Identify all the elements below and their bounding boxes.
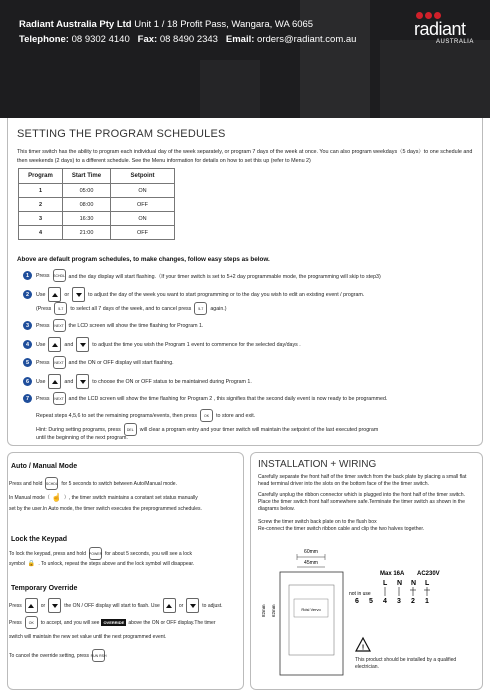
next-key-icon: NEXT: [53, 392, 66, 405]
manual-text: for 5 seconds to switch between Auto/Manual mode.: [61, 480, 177, 487]
banner-decoration: [380, 40, 490, 118]
cell: 2: [19, 198, 63, 212]
down-arrow-key-icon: [76, 337, 89, 352]
step-number: 7: [23, 394, 32, 403]
next-key-icon: NEXT: [53, 356, 66, 369]
install-para-1: Carefully separate the front half of the timer switch from the back plate by placing a small flat head terminal driver into the slots on the bottom face of the the timer switch.: [258, 474, 467, 487]
terminal-label: N: [397, 580, 403, 587]
col-start-time: Start Time: [63, 169, 111, 184]
step-text: Press: [36, 359, 50, 366]
manual-text: Press and hold: [9, 480, 43, 487]
manual-line-2: [9, 493, 198, 502]
step-number: 2: [23, 290, 32, 299]
del-key-icon: DEL: [124, 423, 137, 436]
cell: 21:00: [63, 226, 111, 240]
down-arrow-key-icon: [186, 598, 199, 613]
dim-width-inner: 45mm: [304, 560, 318, 566]
step-text: (Press: [36, 305, 52, 312]
override-line-3: switch will maintain the new set value until the next programmed event.: [9, 634, 167, 640]
install-para-3a: Screw the timer switch back plate on to the flush box: [258, 519, 377, 525]
step-text: and the day display will start flashing.（If your timer switch is set to 5+2 day programmable mode, the programming will skip to step3): [68, 273, 381, 280]
step-text: and the LCD screen will show the time flashing for Program 2 , this signifies that the second daily event is now ready to be programmed.: [68, 395, 388, 402]
lock-text: To lock the keypad, press and hold: [9, 550, 86, 557]
down-arrow-key-icon: [72, 287, 85, 302]
step-text: and the ON or OFF display will start flashing.: [68, 359, 174, 366]
hint-line-2: until the beginning of the next program.: [36, 435, 128, 441]
terminal-number: 1: [425, 598, 429, 605]
cell: 3: [19, 212, 63, 226]
override-text: or: [40, 602, 46, 609]
step-5: [23, 356, 174, 369]
step-text: Press: [36, 395, 50, 402]
repeat-text: to store and exit.: [216, 412, 256, 419]
ok-key-icon: OK: [25, 616, 38, 629]
override-text: Press: [9, 619, 22, 626]
contact-line: [19, 34, 356, 45]
step-text: Use: [36, 378, 46, 385]
col-setpoint: Setpoint: [111, 169, 175, 184]
override-title: Temporary Override: [11, 585, 78, 592]
step-text: to select all 7 days of the week, and to cancel press: [70, 305, 192, 312]
manual-line-3: set by the user.In Auto mode, the timer switch executes the preprogrammed schedules.: [9, 506, 202, 512]
table-row: [19, 198, 175, 212]
cell: 16:30: [63, 212, 111, 226]
lock-line-1: [9, 547, 192, 560]
warning-icon: [356, 638, 370, 652]
override-text: the ON / OFF display will start to flash. Use: [64, 602, 160, 609]
device-inner: [289, 585, 334, 655]
banner-decoration: [300, 0, 370, 118]
step-text: Press: [36, 322, 50, 329]
svg-text:!: !: [361, 644, 365, 652]
down-arrow-key-icon: [48, 598, 61, 613]
override-text: or: [178, 602, 184, 609]
program-title: SETTING THE PROGRAM SCHEDULES: [17, 128, 226, 140]
step-text: again.): [210, 305, 227, 312]
radiant-logo: [408, 10, 478, 46]
repeat-text: Repeat steps 4,5,6 to set the remaining programs/events, then press: [36, 412, 198, 419]
step-6: [23, 374, 252, 389]
installer-warning: This product should be installed by a qualified electrician.: [355, 657, 457, 670]
hint-text: will clear a program entry and your timer switch will maintain the setpoint of the last executed program: [139, 426, 379, 433]
lock-icon: 🔒: [27, 561, 36, 567]
step-text: Use: [36, 341, 46, 348]
company-name: Radiant Australia Pty Ltd: [19, 19, 132, 30]
tel-label: Telephone:: [19, 34, 69, 45]
voltage: AC230V: [417, 571, 440, 577]
telephone: 08 9302 4140: [71, 34, 130, 45]
email: orders@radiant.com.au: [257, 34, 357, 45]
logo-sub: AUSTRALIA: [436, 39, 474, 45]
step-7: [23, 392, 387, 405]
step-text: and: [64, 378, 74, 385]
col-program: Program: [19, 169, 63, 184]
step-text: to adjust the time you wish the Program 1 event to commence for the selected day/days .: [92, 341, 301, 348]
override-line-1: [9, 598, 223, 613]
schedule-table: [18, 168, 175, 240]
override-text: above the ON or OFF display.The timer: [128, 619, 216, 626]
install-para-3b: Re-connect the timer switch ribbon cable and clip the two halves together.: [258, 526, 425, 532]
cell: 4: [19, 226, 63, 240]
five-seven-key-icon: 5-7: [54, 302, 67, 315]
step-text: to adjust the day of the week you want to start programming or to the day you wish to edit an existing event / program.: [88, 291, 365, 298]
fax: 08 8490 2343: [159, 34, 218, 45]
five-seven-key-icon: 5-7: [194, 302, 207, 315]
terminal-label: L: [425, 580, 430, 587]
company-line: [19, 19, 313, 30]
auto-manual-title: Auto / Manual Mode: [11, 463, 78, 470]
cell: ON: [111, 184, 175, 198]
step-number: 5: [23, 358, 32, 367]
terminal-label: L: [383, 580, 388, 587]
cell: OFF: [111, 226, 175, 240]
cell: OFF: [111, 198, 175, 212]
device-outline: [280, 572, 343, 675]
program-intro: This timer switch has the ability to program each individual day of the week separately, or program 7 days of the week at once. You can also program weekdays（5 days）to one schedule and then weekends (2 days) to a different schedule. See the Menu information for details on how to set this up (refer to Menu 2): [17, 149, 473, 164]
terminal-number: 6: [355, 598, 359, 605]
lock-keypad-title: Lock the Keypad: [11, 536, 68, 543]
not-in-use: not in use: [349, 591, 371, 597]
fax-label: Fax:: [137, 34, 158, 45]
up-arrow-key-icon: [48, 287, 61, 302]
up-arrow-key-icon: [48, 337, 61, 352]
step-4: [23, 337, 301, 352]
installation-title: INSTALLATION + WIRING: [258, 459, 377, 470]
terminal-number: 5: [369, 598, 373, 605]
cell: ON: [111, 212, 175, 226]
up-arrow-key-icon: [163, 598, 176, 613]
step-text: or: [64, 291, 70, 298]
dim-width-outer: 60mm: [304, 549, 318, 555]
step-2-note: [36, 302, 227, 315]
cell: 1: [19, 184, 63, 198]
device-label: Rdsl Vervo: [301, 607, 321, 612]
table-row: [19, 184, 175, 198]
step-text: the LCD screen will show the time flashing for Program 1.: [68, 322, 204, 329]
lock-line-2: [9, 560, 194, 567]
banner-decoration: [200, 60, 260, 118]
step-text: and: [64, 341, 74, 348]
step-text: Use: [36, 291, 46, 298]
up-arrow-key-icon: [25, 598, 38, 613]
lock-text: symbol: [9, 560, 25, 567]
run-rsh-key-icon: RUN RSH: [92, 649, 105, 662]
table-header-row: [19, 169, 175, 184]
table-row: [19, 226, 175, 240]
steps-heading: Above are default program schedules, to make changes, follow easy steps as below.: [17, 256, 270, 263]
step-text: to choose the ON or OFF status to be maintained during Program 1.: [92, 378, 252, 385]
logo-dots-icon: [416, 12, 441, 19]
dim-height-inner: 62mm: [271, 604, 276, 617]
lock-text: for about 5 seconds, you will see a lock: [105, 550, 192, 557]
cell: 05:00: [63, 184, 111, 198]
override-text: To cancel the override setting, press: [9, 652, 90, 659]
override-text: to adjust.: [202, 602, 223, 609]
table-row: [19, 212, 175, 226]
step-text: Press: [36, 272, 50, 279]
override-line-4: [9, 649, 108, 662]
step-2: [23, 287, 364, 302]
step-1: [23, 269, 381, 282]
manual-text: In Manual mode（: [9, 495, 50, 501]
repeat-line: [36, 409, 255, 422]
step-number: 1: [23, 271, 32, 280]
manual-text: ）, the timer switch maintains a constant set status manually: [63, 495, 198, 501]
email-label: Email:: [225, 34, 255, 45]
logo-word: radiant: [414, 19, 466, 39]
cell: 08:00: [63, 198, 111, 212]
up-arrow-key-icon: [48, 374, 61, 389]
hand-icon: ☝: [51, 493, 62, 502]
max-current: Max 16A: [380, 571, 405, 577]
step-3: [23, 319, 203, 332]
step-number: 6: [23, 377, 32, 386]
override-text: to accept, and you will see: [40, 619, 100, 626]
power-key-icon: POWER: [89, 547, 102, 560]
override-text: Press: [9, 602, 22, 609]
dim-height-outer: 82mm: [261, 604, 266, 617]
override-line-2: [9, 616, 216, 629]
manual-line-1: [9, 477, 177, 490]
step-number: 3: [23, 321, 32, 330]
header-banner: [0, 0, 490, 118]
terminal-number: 4: [383, 598, 387, 605]
step-number: 4: [23, 340, 32, 349]
schedule-key-icon: SCHDL: [45, 477, 58, 490]
lock-text: . To unlock, repeat the steps above and the lock symbol will disappear.: [38, 560, 195, 567]
schedule-key-icon: SCHDL: [53, 269, 66, 282]
override-badge: OVERRIDE: [103, 620, 125, 625]
terminal-label: N: [411, 580, 417, 587]
ok-key-icon: OK: [200, 409, 213, 422]
install-para-2: Carefully unplug the ribbon connector which is plugged into the front half of the timer switch. Place the timer switch front half somewhere safe.Terminate the timer switch as shown in the diagrams below.: [258, 492, 465, 512]
down-arrow-key-icon: [76, 374, 89, 389]
terminal-number: 3: [397, 598, 401, 605]
hint-text: Hint: During setting programs, press: [36, 426, 121, 433]
company-address: Unit 1 / 18 Profit Pass, Wangara, WA 6065: [134, 19, 314, 30]
next-key-icon: NEXT: [53, 319, 66, 332]
terminal-number: 2: [411, 598, 415, 605]
